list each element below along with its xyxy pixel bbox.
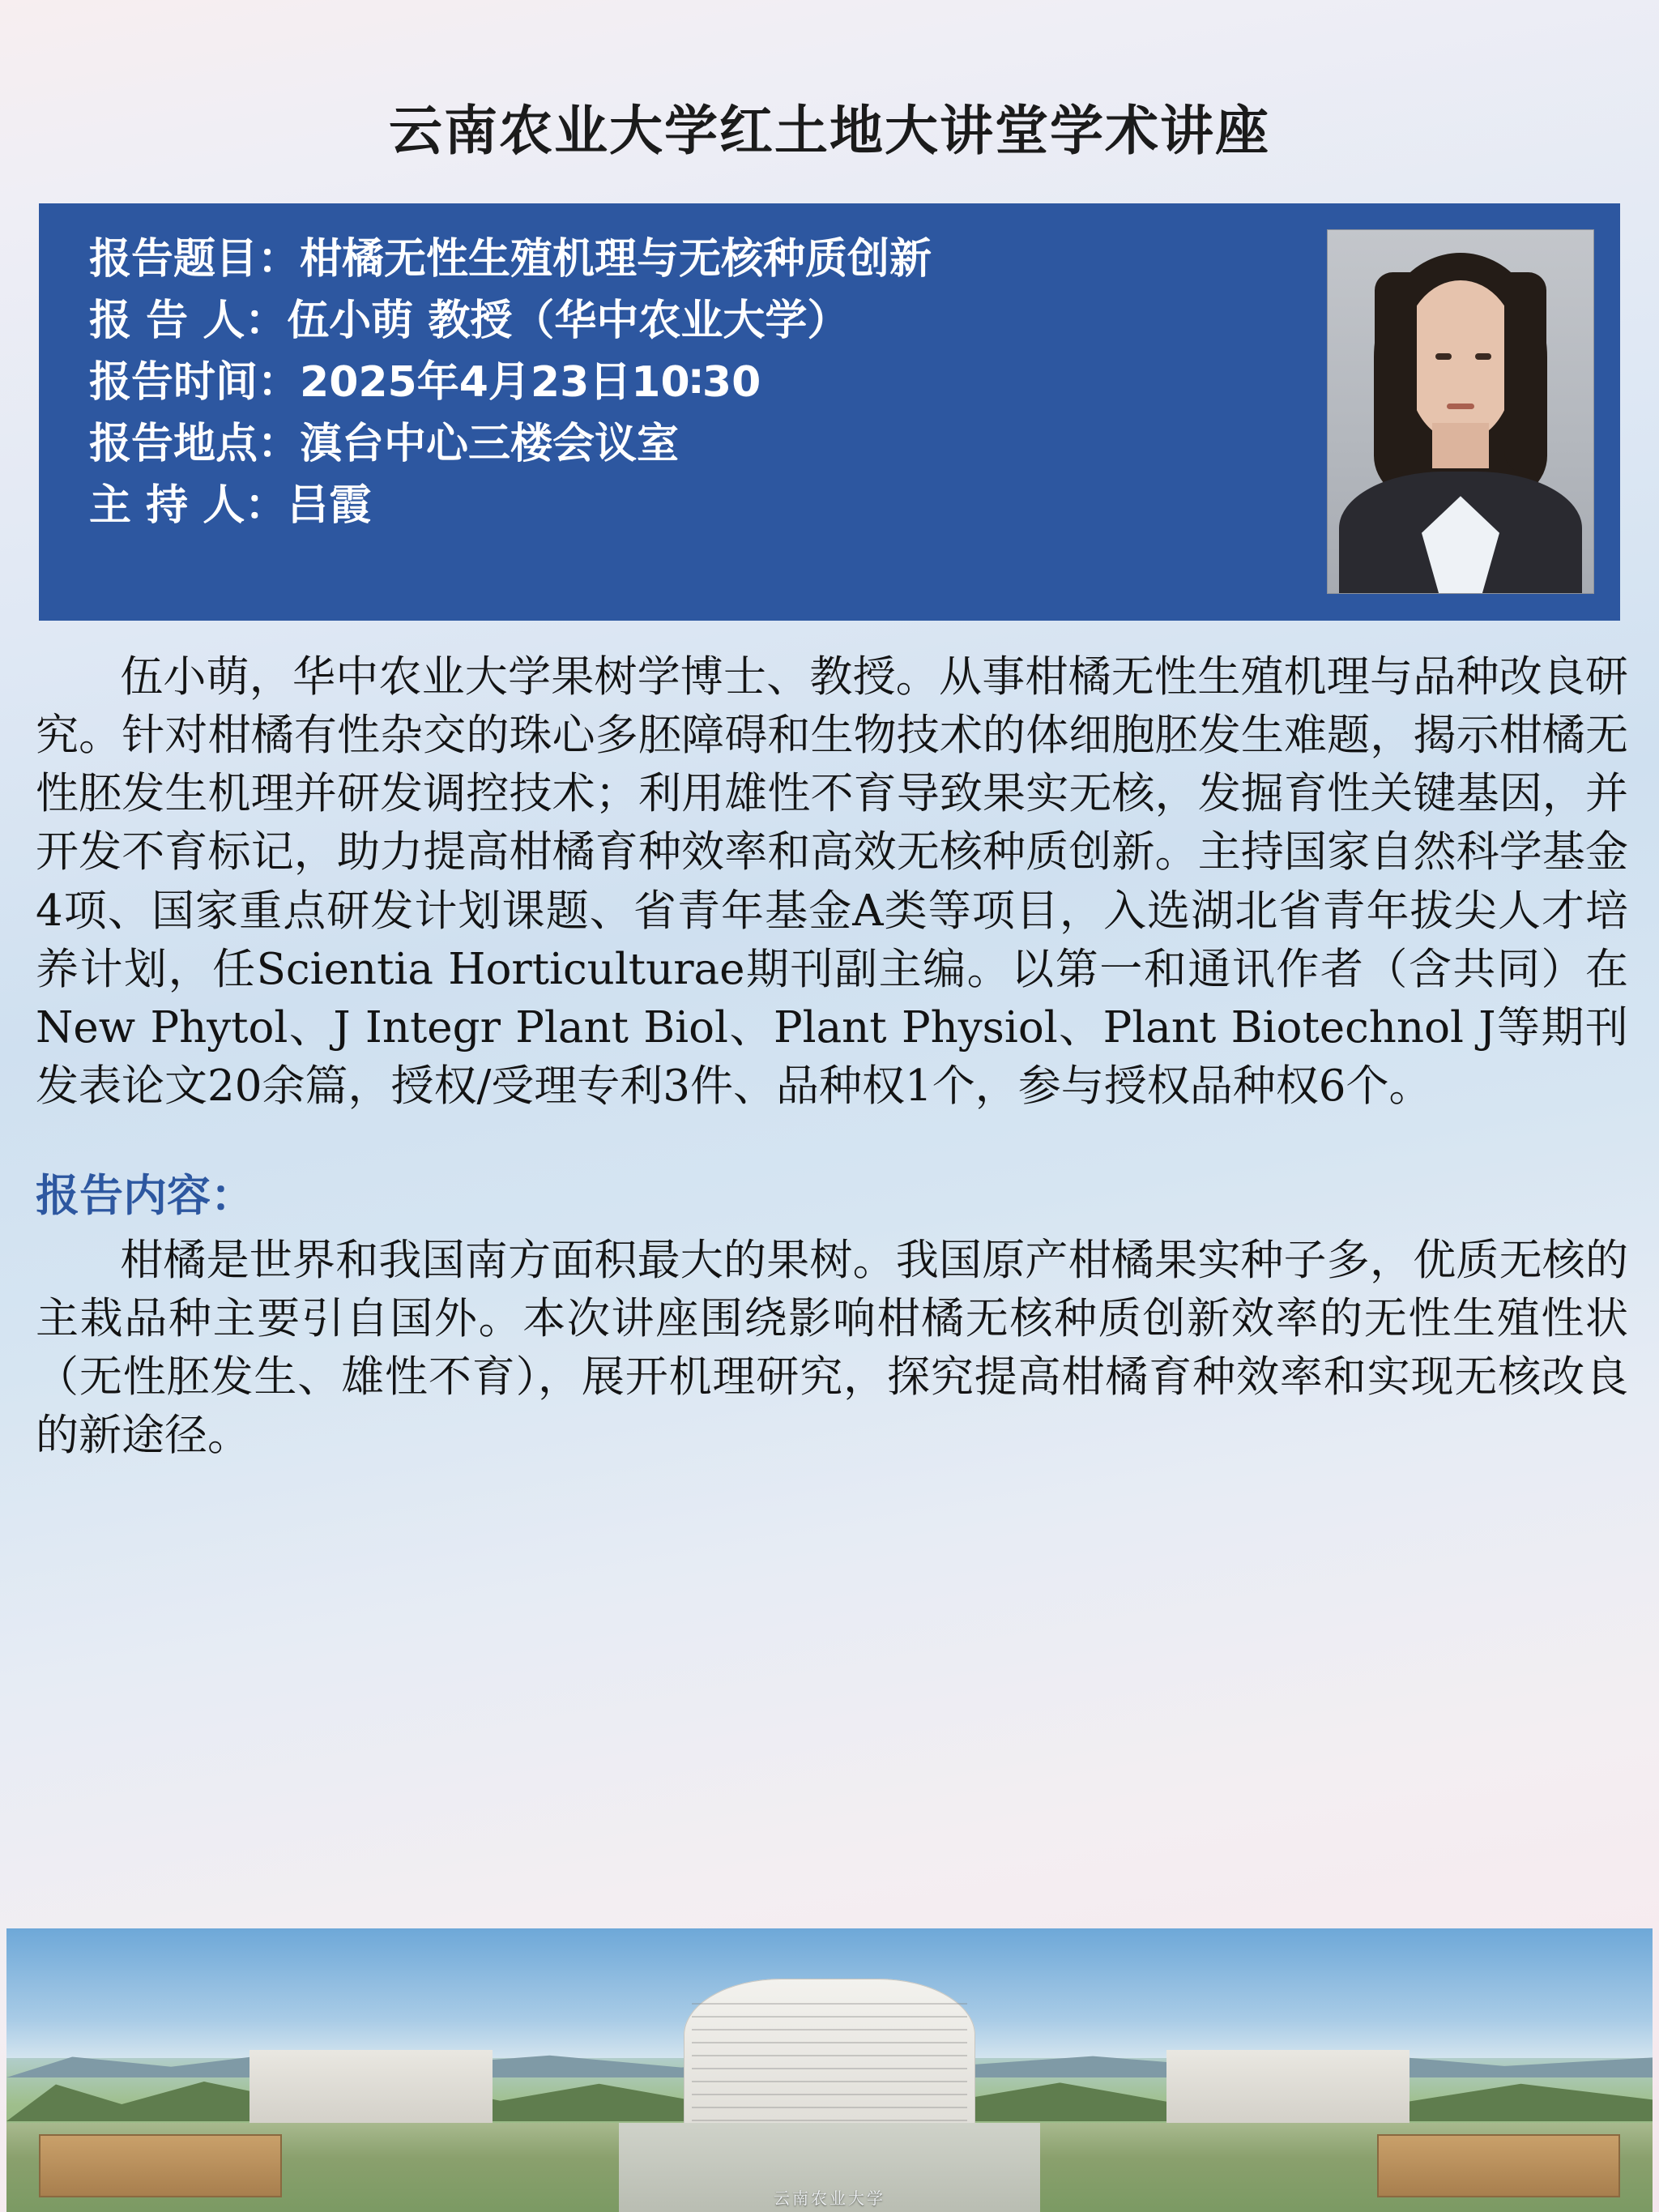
info-row-topic-label: 报告题目： — [89, 235, 301, 284]
bio-text: 伍小萌，华中农业大学果树学博士、教授。从事柑橘无性生殖机理与品种改良研究。针对柑橘有性杂交的珠心多胚障碍和生物技术的体细胞胚发生难题，揭示柑橘无性胚发生机理并研发调控技术；利用雄性不育导致果实无核，发掘育性关键基因，并开发不育标记，助力提高柑橘育种效率和高效无核种质创新。主持国家自然科学基金4项、国家重点研发计划课题、省青年基金A类等项目，入选湖北省青年拔尖人才培养计划，任Scientia Horticulturae期刊副主编。以第一和通讯作者（含共同）在New Phytol、J Integr Plant Biol、Plant Physiol、Plant Biotechnol J等期刊发表论文20余篇，授权/受理专利3件、品种权1个，参与授权品种权6个。 — [36, 652, 1628, 1111]
report-content-body — [36, 1232, 1628, 1465]
portrait-mouth — [1447, 404, 1474, 409]
info-row-topic — [89, 229, 1327, 291]
info-row-location — [89, 414, 1327, 476]
report-content-heading: 报告内容： — [36, 1169, 254, 1221]
campus-wall-left — [39, 2134, 282, 2197]
campus-main-building — [684, 1979, 975, 2141]
info-banner-lines — [39, 203, 1327, 621]
portrait-hair-right — [1504, 272, 1546, 475]
info-banner — [39, 203, 1620, 621]
info-row-time-value: 2025年4月23日10∶30 — [300, 358, 761, 407]
speaker-portrait-photo — [1327, 229, 1594, 594]
info-row-location-value: 滇台中心三楼会议室 — [300, 419, 680, 468]
portrait-hair-left — [1375, 272, 1417, 475]
info-row-speaker-value: 伍小萌 教授（华中农业大学） — [287, 297, 850, 346]
report-content-text: 柑橘是世界和我国南方面积最大的果树。我国原产柑橘果实种子多，优质无核的主栽品种主要引自国外。本次讲座围绕影响柑橘无核种质创新效率的无性生殖性状（无性胚发生、雄性不育），展开机理研究，探究提高柑橘育种效率和实现无核改良的新途径。 — [36, 1235, 1628, 1461]
info-row-host-value: 吕霞 — [287, 480, 372, 530]
speaker-bio — [36, 648, 1628, 1116]
portrait-face — [1404, 280, 1517, 439]
info-row-host — [89, 476, 1327, 537]
info-row-location-label: 报告地点： — [89, 419, 301, 468]
page-title: 云南农业大学红土地大讲堂学术讲座 — [389, 100, 1270, 162]
portrait-eye-left — [1435, 353, 1452, 360]
campus-photo — [6, 1928, 1653, 2212]
info-row-speaker — [89, 291, 1327, 352]
campus-caption: 云南农业大学 — [774, 2189, 885, 2208]
info-row-time-label: 报告时间： — [89, 358, 301, 407]
campus-building-floors — [692, 2003, 967, 2141]
info-row-host-label: 主 持 人： — [89, 480, 288, 530]
info-row-time — [89, 352, 1327, 414]
campus-wall-right — [1377, 2134, 1620, 2197]
info-row-speaker-label: 报 告 人： — [89, 297, 288, 346]
portrait-eye-right — [1475, 353, 1491, 360]
info-row-topic-value: 柑橘无性生殖机理与无核种质创新 — [300, 235, 932, 284]
portrait-neck — [1432, 423, 1489, 468]
